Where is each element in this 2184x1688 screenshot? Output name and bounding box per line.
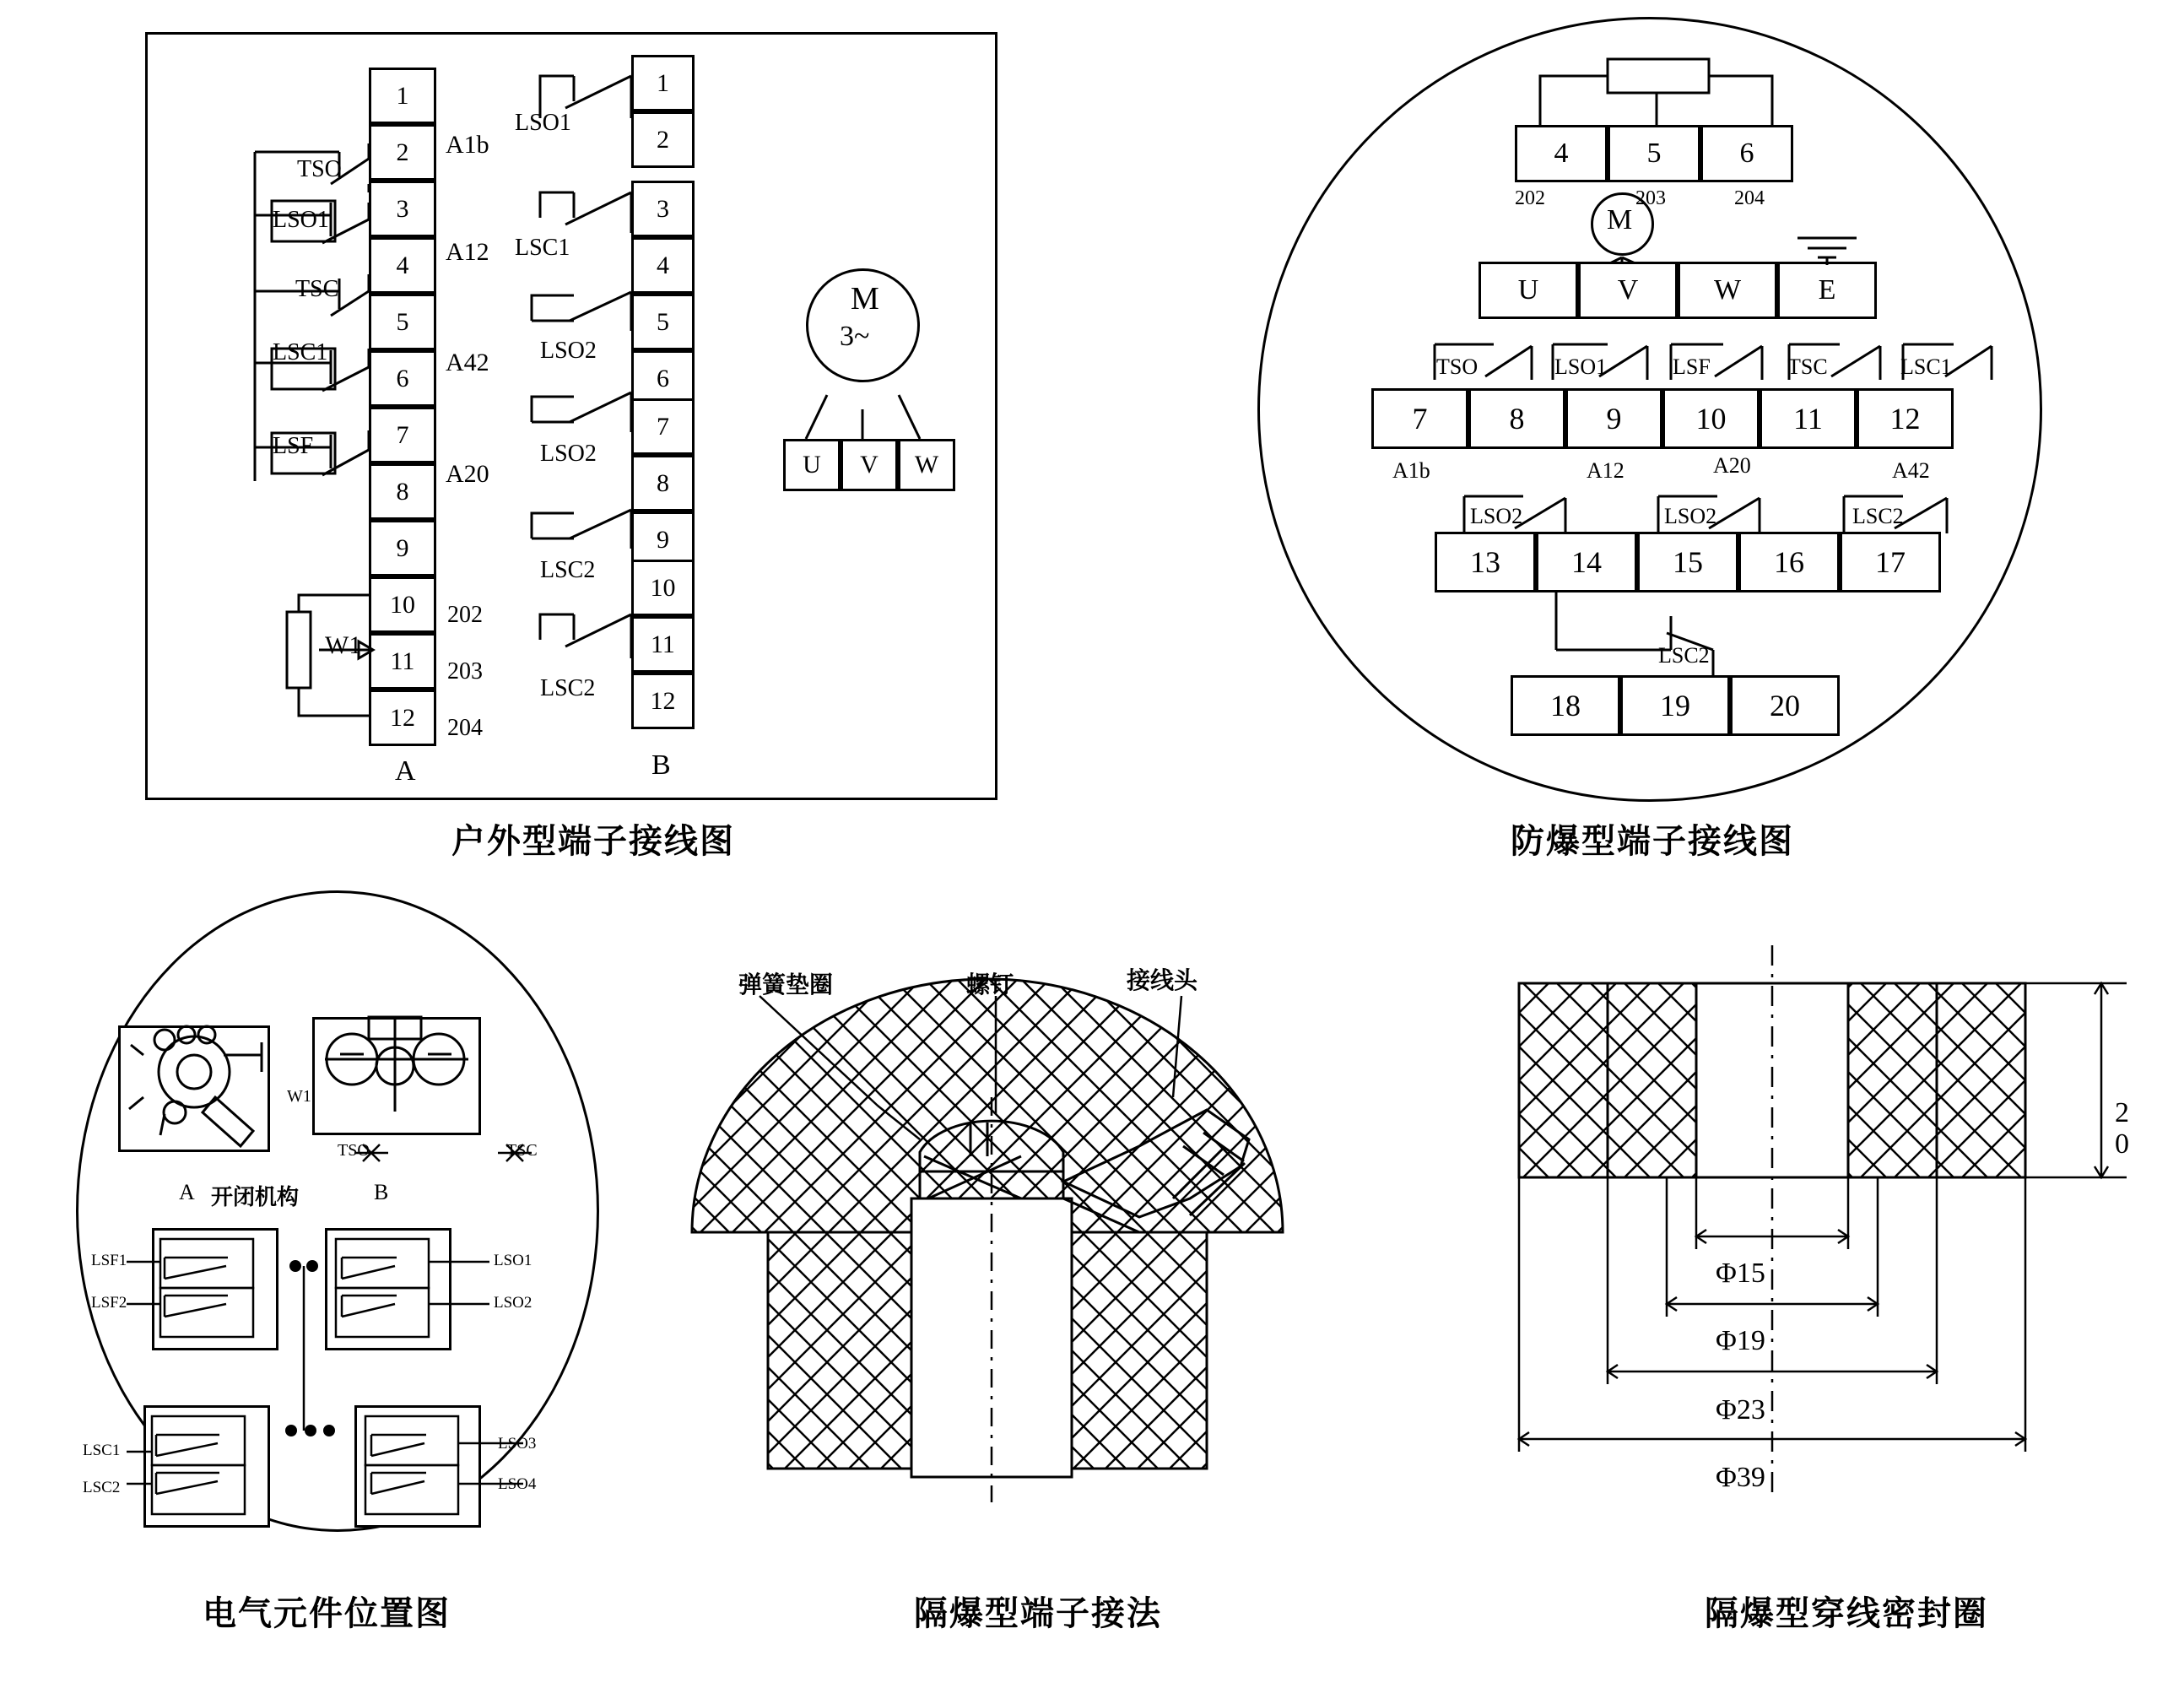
outdoor-wire-tag: A1b xyxy=(446,131,489,159)
seal-dim-phi19: Φ19 xyxy=(1716,1325,1765,1356)
caption-components: 电气元件位置图 xyxy=(203,1594,451,1633)
explosion-switch2-label: LSO2 xyxy=(1470,504,1523,528)
outdoor-motor-terminal: V xyxy=(841,439,898,491)
outdoor-wire-tag: A42 xyxy=(446,349,489,376)
outdoor-strip-a-label: A xyxy=(395,755,416,787)
explosion-top-cell: 6 xyxy=(1700,125,1793,182)
outdoor-strip-b-cell: 6 xyxy=(631,350,695,407)
outdoor-pot-terminal: 204 xyxy=(447,715,483,741)
explosion-top-bus xyxy=(1515,59,1802,127)
explosion-mid-wire: A1b xyxy=(1392,458,1430,483)
outdoor-strip-a-cell: 1 xyxy=(369,68,436,124)
outdoor-strip-a-cell: 4 xyxy=(369,237,436,294)
components-cross-icons xyxy=(354,1138,574,1171)
outdoor-pot-terminal: 202 xyxy=(447,602,483,628)
explosion-lower-cell: 17 xyxy=(1840,532,1941,592)
explosion-top-wire: 203 xyxy=(1635,187,1666,209)
explosion-lower-cell: 16 xyxy=(1738,532,1840,592)
explosion-switch-label: TSO xyxy=(1436,354,1479,379)
outdoor-strip-b-cell: 12 xyxy=(631,673,695,729)
outdoor-strip-b-cell: 10 xyxy=(631,560,695,616)
outdoor-strip-b-cell: 2 xyxy=(631,111,695,168)
components-misc-label: TSC xyxy=(506,1141,538,1160)
explosion-mid-cell: 8 xyxy=(1468,388,1565,449)
explosion-lower-cell: 15 xyxy=(1637,532,1738,592)
explosion-uvwe-cell: E xyxy=(1777,262,1877,319)
components-center-small: W1 xyxy=(287,1087,311,1106)
explosion-mid-cell: 10 xyxy=(1662,388,1760,449)
components-side-label: B xyxy=(374,1180,389,1204)
outdoor-left-switch-label: TSC xyxy=(295,276,339,302)
ground-icon xyxy=(1789,230,1865,268)
seal-dim-phi15: Φ15 xyxy=(1716,1258,1765,1289)
explosion-switch-label: LSF xyxy=(1673,354,1711,379)
outdoor-strip-a-cell: 3 xyxy=(369,181,436,237)
explosion-mid-cell: 12 xyxy=(1857,388,1954,449)
caption-outdoor: 户外型端子接线图 xyxy=(451,822,735,861)
outdoor-strip-b-cell: 11 xyxy=(631,616,695,673)
outdoor-right-switch-label: LSC2 xyxy=(540,675,596,701)
explosion-switch3-label: LSC2 xyxy=(1658,643,1710,668)
flameproof-label-washer: 弹簧垫圈 xyxy=(738,971,834,998)
outdoor-right-switch-group xyxy=(523,68,658,726)
flameproof-terminal-drawing xyxy=(667,945,1376,1536)
caption-explosion: 防爆型端子接线图 xyxy=(1511,822,1794,861)
seal-dim-phi23: Φ23 xyxy=(1716,1394,1765,1426)
explosion-bottom-cell: 20 xyxy=(1730,675,1840,736)
seal-drawing xyxy=(1485,945,2160,1536)
outdoor-potentiometer xyxy=(278,591,388,734)
components-misc-label: TSO xyxy=(338,1141,370,1160)
explosion-uvwe-cell: V xyxy=(1578,262,1678,319)
outdoor-strip-b-cell: 4 xyxy=(631,237,695,294)
seal-thickness-label: 20 xyxy=(2106,1097,2138,1160)
outdoor-strip-b-cell: 5 xyxy=(631,294,695,350)
explosion-uvwe-cell: U xyxy=(1479,262,1578,319)
outdoor-motor-terminal: U xyxy=(783,439,841,491)
explosion-switch2-label: LSC2 xyxy=(1852,504,1904,528)
explosion-lower-cell: 14 xyxy=(1536,532,1637,592)
components-switch-label-right: LSO2 xyxy=(494,1294,532,1312)
explosion-switch-label: TSC xyxy=(1787,354,1828,379)
outdoor-motor-phase: 3~ xyxy=(840,321,870,352)
outdoor-pot-terminal: 203 xyxy=(447,658,483,684)
components-switch-details xyxy=(127,1215,523,1553)
caption-flameproof-terminal: 隔爆型端子接法 xyxy=(914,1594,1162,1633)
outdoor-strip-a-cell: 8 xyxy=(369,463,436,520)
outdoor-wire-tag: A20 xyxy=(446,460,489,488)
explosion-switch-label: LSO1 xyxy=(1554,354,1608,379)
explosion-mid-cell: 7 xyxy=(1371,388,1468,449)
outdoor-left-switch-label: LSF xyxy=(273,433,314,459)
explosion-top-cell: 5 xyxy=(1608,125,1700,182)
outdoor-strip-a-cell: 10 xyxy=(369,576,436,633)
explosion-top-cell: 4 xyxy=(1515,125,1608,182)
explosion-switch-row3 xyxy=(1544,599,1899,684)
outdoor-right-switch-label: LSC1 xyxy=(515,235,570,261)
outdoor-motor-leads xyxy=(793,371,962,447)
outdoor-pot-label: W1 xyxy=(325,631,362,659)
explosion-lower-cell: 13 xyxy=(1435,532,1536,592)
outdoor-strip-a-cell: 6 xyxy=(369,350,436,407)
outdoor-motor-symbol: M xyxy=(851,281,879,316)
outdoor-strip-a-cell: 9 xyxy=(369,520,436,576)
components-side-label: A xyxy=(179,1180,195,1204)
flameproof-label-lug: 接线头 xyxy=(1127,966,1198,994)
outdoor-right-switch-label: LSC2 xyxy=(540,557,596,583)
outdoor-right-switch-label: LSO2 xyxy=(540,441,597,467)
outdoor-right-switch-label: LSO2 xyxy=(540,338,597,364)
outdoor-right-switch-label: LSO1 xyxy=(515,110,571,136)
explosion-top-wire: 202 xyxy=(1515,187,1545,209)
outdoor-strip-b-cell: 8 xyxy=(631,455,695,511)
components-mech-right-detail xyxy=(308,1000,494,1152)
outdoor-strip-a-cell: 5 xyxy=(369,294,436,350)
caption-flameproof-seal: 隔爆型穿线密封圈 xyxy=(1705,1594,1988,1633)
outdoor-strip-b-label: B xyxy=(651,749,671,781)
seal-dim-phi39: Φ39 xyxy=(1716,1462,1765,1493)
outdoor-strip-b-cell: 7 xyxy=(631,398,695,455)
explosion-mid-cell: 11 xyxy=(1760,388,1857,449)
components-switch-label-right: LSO1 xyxy=(494,1252,532,1269)
outdoor-strip-a-cell: 12 xyxy=(369,690,436,746)
components-switch-label-left: LSF1 xyxy=(91,1252,127,1269)
explosion-switch-label: LSC1 xyxy=(1900,354,1952,379)
explosion-bottom-cell: 18 xyxy=(1511,675,1620,736)
explosion-mid-wire: A42 xyxy=(1892,458,1930,483)
explosion-motor-symbol: M xyxy=(1607,204,1633,235)
outdoor-strip-a-cell: 7 xyxy=(369,407,436,463)
explosion-top-wire: 204 xyxy=(1734,187,1765,209)
components-switch-label-right: LSO3 xyxy=(498,1435,537,1453)
components-switch-label-left: LSC1 xyxy=(83,1442,121,1459)
outdoor-strip-b-cell: 1 xyxy=(631,55,695,111)
outdoor-left-switch-label: LSO1 xyxy=(273,207,329,233)
outdoor-left-switch-label: LSC1 xyxy=(273,339,328,365)
outdoor-strip-a-cell: 11 xyxy=(369,633,436,690)
components-center-label: 开闭机构 xyxy=(211,1185,300,1210)
explosion-mid-wire: A12 xyxy=(1587,458,1624,483)
components-switch-label-left: LSC2 xyxy=(83,1479,121,1496)
components-switch-label-right: LSO4 xyxy=(498,1475,537,1493)
flameproof-label-screw: 螺钉 xyxy=(966,971,1014,998)
explosion-bottom-cell: 19 xyxy=(1620,675,1730,736)
explosion-mid-wire: A20 xyxy=(1713,453,1751,478)
outdoor-wire-tag: A12 xyxy=(446,238,489,266)
components-switch-label-left: LSF2 xyxy=(91,1294,127,1312)
explosion-mid-cell: 9 xyxy=(1565,388,1662,449)
explosion-switch2-label: LSO2 xyxy=(1664,504,1717,528)
outdoor-motor-terminal: W xyxy=(898,439,955,491)
outdoor-strip-b-cell: 3 xyxy=(631,181,695,237)
explosion-uvwe-cell: W xyxy=(1678,262,1777,319)
outdoor-strip-a-cell: 2 xyxy=(369,124,436,181)
outdoor-strip-b-cell: 9 xyxy=(631,511,695,568)
outdoor-left-switch-label: TSO xyxy=(297,156,342,182)
components-mech-left-detail xyxy=(114,1004,300,1173)
